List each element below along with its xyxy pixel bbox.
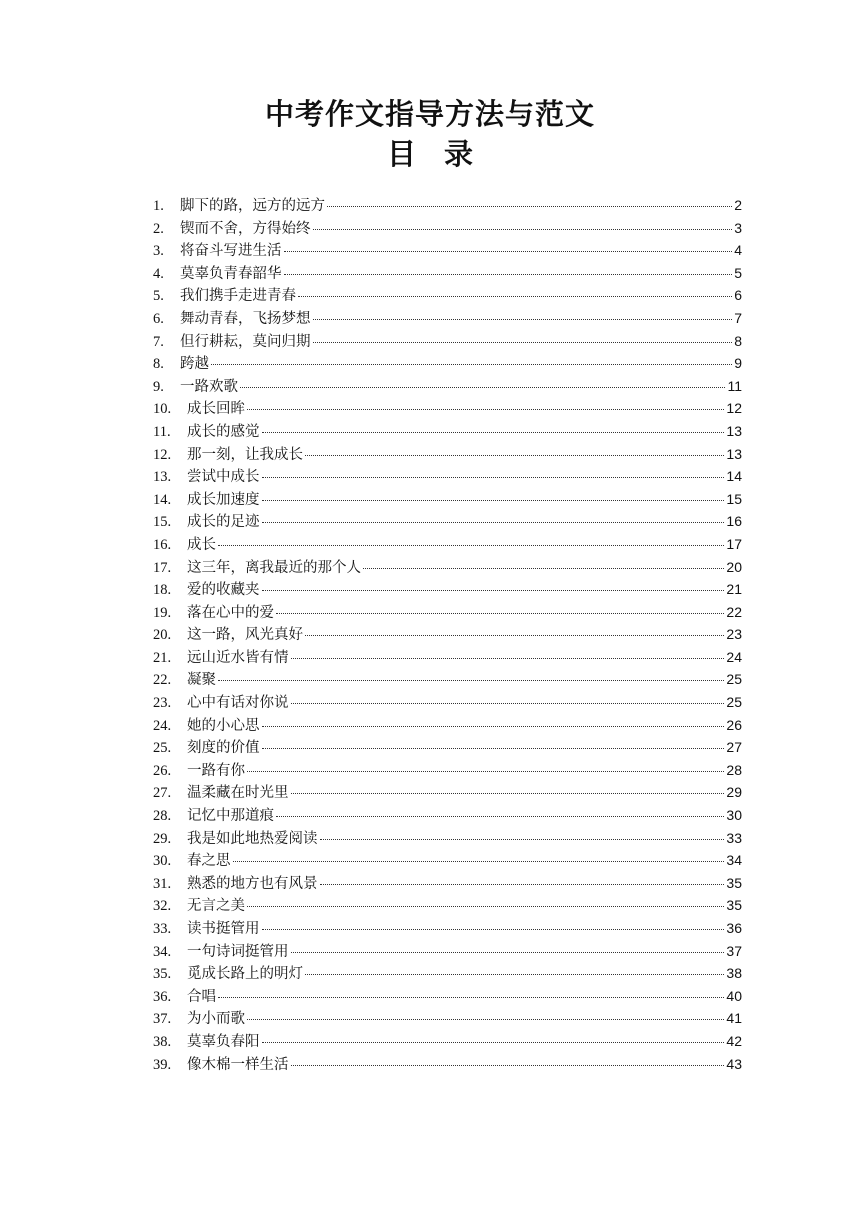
toc-dot-leader xyxy=(218,545,724,546)
toc-entry-number: 17. xyxy=(153,559,172,576)
toc-entry[interactable] xyxy=(153,217,742,240)
toc-entry-number: 14. xyxy=(153,491,172,508)
toc-entry-title: 莫辜负青春韶华 xyxy=(180,265,282,282)
toc-entry-title: 跨越 xyxy=(180,356,209,373)
toc-dot-leader xyxy=(276,613,724,614)
toc-entry-number: 37. xyxy=(153,1011,172,1028)
toc-entry[interactable] xyxy=(153,262,742,285)
toc-dot-leader xyxy=(262,929,725,930)
toc-entry-number: 26. xyxy=(153,762,172,779)
toc-dot-leader xyxy=(247,771,724,772)
toc-entry-page-number: 14 xyxy=(726,468,742,485)
toc-entry-page-number: 36 xyxy=(726,920,742,936)
toc-entry-title: 远山近水皆有情 xyxy=(187,649,289,666)
toc-entry-number: 15. xyxy=(153,514,172,531)
toc-entry-number: 12. xyxy=(153,446,172,463)
toc-entry-page-number: 17 xyxy=(726,535,742,552)
toc-entry-page-number: 41 xyxy=(726,1010,742,1027)
toc-dot-leader xyxy=(262,477,725,478)
toc-entry[interactable] xyxy=(153,1053,742,1076)
toc-dot-leader xyxy=(218,680,724,681)
toc-entry[interactable] xyxy=(153,827,742,850)
toc-entry[interactable] xyxy=(153,397,742,420)
toc-entry-page-number: 6 xyxy=(734,287,742,304)
toc-entry-page-number: 4 xyxy=(734,242,742,259)
toc-entry-page-number: 35 xyxy=(726,897,742,914)
toc-dot-leader xyxy=(211,364,732,365)
toc-entry-number: 3. xyxy=(153,243,164,260)
toc-entry-title: 一路欢歌 xyxy=(180,378,238,395)
toc-entry-number: 6. xyxy=(153,310,164,327)
toc-entry-page-number: 11 xyxy=(727,377,742,394)
toc-heading: 目录 xyxy=(386,137,501,171)
toc-entry-title: 成长的足迹 xyxy=(187,514,260,531)
toc-entry-number: 21. xyxy=(153,649,172,666)
toc-dot-leader xyxy=(262,522,725,523)
toc-entry-number: 36. xyxy=(153,988,172,1005)
toc-entry[interactable] xyxy=(153,894,742,917)
toc-entry[interactable] xyxy=(153,465,742,488)
toc-entry[interactable] xyxy=(153,962,742,985)
toc-entry[interactable] xyxy=(153,352,742,375)
toc-entry-title: 一句诗词挺管用 xyxy=(187,943,289,960)
toc-entry-title: 熟悉的地方也有风景 xyxy=(187,875,318,892)
toc-entry[interactable] xyxy=(153,917,742,940)
toc-dot-leader xyxy=(320,884,725,885)
toc-entry-page-number: 20 xyxy=(726,558,742,575)
toc-dot-leader xyxy=(247,906,724,907)
toc-entry-page-number: 38 xyxy=(726,965,742,982)
toc-entry-page-number: 24 xyxy=(726,648,742,665)
toc-entry-page-number: 21 xyxy=(726,581,742,598)
toc-dot-leader xyxy=(262,590,725,591)
toc-entry[interactable] xyxy=(153,668,742,691)
toc-entry-number: 38. xyxy=(153,1033,172,1050)
toc-entry-page-number: 42 xyxy=(726,1032,742,1049)
toc-entry[interactable] xyxy=(153,556,742,579)
toc-entry-title: 成长 xyxy=(187,536,216,553)
toc-entry[interactable] xyxy=(153,488,742,511)
toc-entry-title: 她的小心思 xyxy=(187,717,260,734)
toc-entry-page-number: 33 xyxy=(726,829,742,846)
toc-entry-title: 凝聚 xyxy=(187,672,216,689)
toc-entry-title: 无言之美 xyxy=(187,898,245,915)
toc-entry-number: 27. xyxy=(153,785,172,802)
toc-dot-leader xyxy=(262,748,725,749)
toc-entry-page-number: 5 xyxy=(734,264,742,281)
toc-dot-leader xyxy=(284,274,733,275)
toc-dot-leader xyxy=(291,952,725,953)
toc-entry-number: 22. xyxy=(153,672,172,689)
toc-dot-leader xyxy=(363,568,724,569)
document-title: 中考作文指导方法与范文 xyxy=(264,97,595,131)
toc-entry-title: 我是如此地热爱阅读 xyxy=(187,830,318,847)
toc-entry[interactable] xyxy=(153,307,742,330)
toc-entry[interactable] xyxy=(153,623,742,646)
toc-entry-title: 温柔藏在时光里 xyxy=(187,785,289,802)
toc-entry-title: 刻度的价值 xyxy=(187,740,260,757)
toc-entry[interactable] xyxy=(153,510,742,533)
toc-entry-number: 31. xyxy=(153,875,172,892)
toc-entry-number: 16. xyxy=(153,536,172,553)
toc-entry-page-number: 13 xyxy=(726,422,742,439)
toc-entry[interactable] xyxy=(153,443,742,466)
toc-entry-number: 19. xyxy=(153,604,172,621)
toc-entry-title: 这三年，离我最近的那个人 xyxy=(187,559,361,576)
toc-entry-page-number: 16 xyxy=(726,513,742,530)
toc-entry-number: 7. xyxy=(153,333,164,350)
toc-entry-title: 尝试中成长 xyxy=(187,469,260,486)
toc-entry-number: 25. xyxy=(153,740,172,757)
toc-dot-leader xyxy=(262,1042,725,1043)
toc-entry[interactable] xyxy=(153,375,742,398)
toc-dot-leader xyxy=(284,251,733,252)
toc-dot-leader xyxy=(247,1019,724,1020)
toc-entry-number: 33. xyxy=(153,921,172,937)
toc-entry-page-number: 27 xyxy=(726,739,742,756)
toc-entry-page-number: 9 xyxy=(734,355,742,372)
toc-entry-title: 成长加速度 xyxy=(187,491,260,508)
toc-dot-leader xyxy=(327,206,732,207)
toc-entry[interactable] xyxy=(153,284,742,307)
toc-dot-leader xyxy=(291,703,725,704)
toc-entry[interactable] xyxy=(153,578,742,601)
toc-entry-number: 5. xyxy=(153,288,164,305)
toc-entry-number: 20. xyxy=(153,627,172,644)
toc-dot-leader xyxy=(305,974,724,975)
toc-entry[interactable] xyxy=(153,239,742,262)
toc-dot-leader xyxy=(262,726,725,727)
toc-entry-number: 35. xyxy=(153,966,172,983)
toc-entry-title: 合唱 xyxy=(187,988,216,1005)
toc-dot-leader xyxy=(313,319,733,320)
toc-entry-title: 心中有话对你说 xyxy=(187,695,289,712)
toc-entry-number: 2. xyxy=(153,220,164,237)
toc-entry-title: 一路有你 xyxy=(187,762,245,779)
toc-entry[interactable] xyxy=(153,940,742,963)
toc-entry-page-number: 25 xyxy=(726,671,742,688)
toc-dot-leader xyxy=(233,861,725,862)
toc-entry[interactable] xyxy=(153,985,742,1008)
toc-entry-page-number: 34 xyxy=(726,852,742,869)
toc-entry-title: 我们携手走进青春 xyxy=(180,288,296,305)
toc-entry-title: 将奋斗写进生活 xyxy=(180,243,282,260)
toc-dot-leader xyxy=(313,229,733,230)
toc-entry-title: 爱的收藏夹 xyxy=(187,582,260,599)
toc-entry[interactable] xyxy=(153,781,742,804)
toc-entry-title: 脚下的路，远方的远方 xyxy=(180,198,325,214)
toc-dot-leader xyxy=(313,342,733,343)
toc-entry-title: 成长的感觉 xyxy=(187,423,260,440)
toc-entry-number: 34. xyxy=(153,943,172,960)
toc-entry-page-number: 22 xyxy=(726,603,742,620)
toc-entry-number: 13. xyxy=(153,469,172,486)
toc-entry[interactable] xyxy=(153,714,742,737)
toc-dot-leader xyxy=(291,1065,725,1066)
toc-entry-title: 这一路，风光真好 xyxy=(187,627,303,644)
toc-entry-title: 成长回眸 xyxy=(187,401,245,418)
toc-entry-number: 1. xyxy=(153,198,164,214)
toc-entry-title: 莫辜负春阳 xyxy=(187,1033,260,1050)
table-of-contents xyxy=(153,194,742,1075)
toc-entry-title: 但行耕耘，莫问归期 xyxy=(180,333,311,350)
toc-dot-leader xyxy=(240,387,725,388)
toc-entry-page-number: 3 xyxy=(734,219,742,236)
toc-entry[interactable] xyxy=(153,804,742,827)
toc-entry[interactable] xyxy=(153,646,742,669)
toc-entry-page-number: 28 xyxy=(726,761,742,778)
toc-dot-leader xyxy=(262,432,725,433)
toc-entry-page-number: 40 xyxy=(726,987,742,1004)
toc-entry-page-number: 13 xyxy=(726,445,742,462)
toc-entry-page-number: 26 xyxy=(726,716,742,733)
toc-entry-title: 像木棉一样生活 xyxy=(187,1056,289,1073)
toc-dot-leader xyxy=(276,816,724,817)
toc-entry[interactable] xyxy=(153,691,742,714)
toc-dot-leader xyxy=(320,839,725,840)
toc-entry-page-number: 43 xyxy=(726,1055,742,1072)
toc-entry[interactable] xyxy=(153,194,742,217)
toc-entry-page-number: 7 xyxy=(734,309,742,326)
toc-entry-number: 23. xyxy=(153,695,172,712)
toc-entry-title: 舞动青春，飞扬梦想 xyxy=(180,310,311,327)
toc-entry-number: 24. xyxy=(153,717,172,734)
toc-dot-leader xyxy=(291,793,725,794)
toc-dot-leader xyxy=(305,455,724,456)
toc-entry[interactable] xyxy=(153,1030,742,1053)
toc-entry[interactable] xyxy=(153,330,742,353)
toc-entry-title: 那一刻，让我成长 xyxy=(187,446,303,463)
toc-entry-number: 32. xyxy=(153,898,172,915)
toc-entry-title: 锲而不舍，方得始终 xyxy=(180,220,311,237)
toc-dot-leader xyxy=(247,409,724,410)
toc-entry-page-number: 29 xyxy=(726,784,742,801)
toc-entry-number: 10. xyxy=(153,401,172,418)
toc-entry[interactable] xyxy=(153,420,742,443)
toc-entry-number: 28. xyxy=(153,808,172,825)
toc-dot-leader xyxy=(298,296,732,297)
toc-entry-page-number: 30 xyxy=(726,807,742,824)
toc-entry-number: 11. xyxy=(153,423,171,440)
toc-dot-leader xyxy=(262,500,725,501)
toc-entry[interactable] xyxy=(153,872,742,895)
toc-entry-page-number: 35 xyxy=(726,874,742,891)
toc-entry-number: 8. xyxy=(153,356,164,373)
toc-entry-title: 读书挺管用 xyxy=(187,921,260,937)
toc-entry-page-number: 37 xyxy=(726,942,742,959)
toc-entry-page-number: 23 xyxy=(726,626,742,643)
toc-entry-title: 落在心中的爱 xyxy=(187,604,274,621)
toc-entry-page-number: 25 xyxy=(726,694,742,711)
toc-entry[interactable] xyxy=(153,601,742,624)
toc-entry-number: 39. xyxy=(153,1056,172,1073)
toc-entry-number: 4. xyxy=(153,265,164,282)
toc-entry-number: 9. xyxy=(153,378,164,395)
toc-entry[interactable] xyxy=(153,759,742,782)
toc-entry-title: 春之思 xyxy=(187,853,231,870)
toc-dot-leader xyxy=(305,635,724,636)
toc-entry[interactable] xyxy=(153,533,742,556)
toc-entry-page-number: 2 xyxy=(734,197,742,213)
toc-entry-title: 觅成长路上的明灯 xyxy=(187,966,303,983)
toc-entry-page-number: 12 xyxy=(726,400,742,417)
toc-dot-leader xyxy=(291,658,725,659)
toc-entry[interactable] xyxy=(153,849,742,872)
toc-entry-page-number: 15 xyxy=(726,490,742,507)
toc-entry-title: 为小而歌 xyxy=(187,1011,245,1028)
toc-entry[interactable] xyxy=(153,1007,742,1030)
toc-entry-title: 记忆中那道痕 xyxy=(187,808,274,825)
toc-entry[interactable] xyxy=(153,736,742,759)
toc-entry-number: 30. xyxy=(153,853,172,870)
toc-entry-page-number: 8 xyxy=(734,332,742,349)
toc-entry-number: 18. xyxy=(153,582,172,599)
toc-entry-number: 29. xyxy=(153,830,172,847)
toc-dot-leader xyxy=(218,997,724,998)
